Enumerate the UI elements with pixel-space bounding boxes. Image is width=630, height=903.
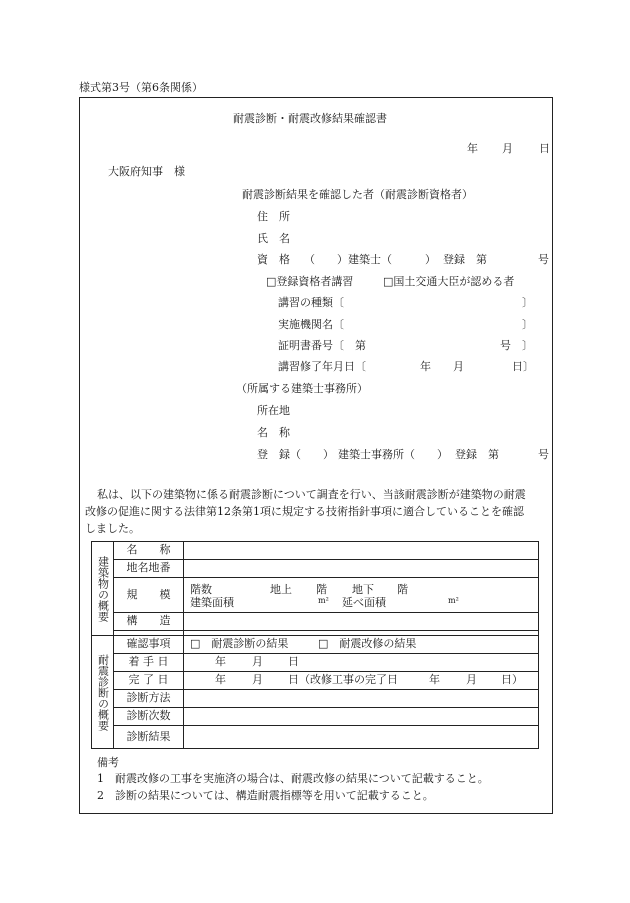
end-year: 年 — [215, 673, 226, 686]
end-month-2: 月 — [466, 673, 477, 686]
building-section-label: 建築物の概要 — [92, 542, 114, 636]
scale-kai-2: 階 — [397, 583, 408, 596]
course-type-label: 講習の種類〔 — [278, 296, 344, 309]
end-date-label: 完 了 日 — [114, 672, 184, 690]
building-scale-label: 規 模 — [114, 578, 184, 613]
course-completion-label: 講習修了年月日〔 — [278, 360, 366, 373]
qualification-kenchikushi: 建築士（ ） — [348, 253, 436, 266]
structure-label: 構 造 — [114, 613, 184, 631]
office-name-label: 名 称 — [257, 426, 290, 439]
date-day: 日 — [539, 142, 550, 155]
table-row — [92, 578, 539, 613]
office-registration-office: 建築士事務所（ ） — [338, 448, 448, 461]
end-month: 月 — [252, 673, 263, 686]
declaration-line: しました。 — [85, 522, 140, 535]
scale-floors: 階数 — [190, 583, 212, 596]
building-name-value[interactable] — [184, 542, 539, 560]
course-option-2: □国土交通大臣が認める者 — [383, 275, 515, 288]
note-item: 1 耐震改修の工事を実施済の場合は、耐震改修の結果について記載すること。 — [97, 772, 489, 785]
start-day: 日 — [288, 655, 299, 668]
table-row — [92, 690, 539, 708]
course-cert-go: 号 〕 — [500, 339, 533, 352]
end-year-2: 年 — [429, 673, 440, 686]
scale-m2-b: m² — [448, 596, 459, 605]
building-address-label: 地名地番 — [114, 560, 184, 578]
qualification-go: 号 — [538, 253, 549, 266]
office-location-label: 所在地 — [257, 404, 290, 417]
office-registration-go: 号 — [538, 448, 549, 461]
scale-below: 地下 — [352, 583, 374, 596]
count-label: 診断次数 — [114, 708, 184, 726]
confirmer-heading: 耐震診断結果を確認した者（耐震診断資格者） — [242, 188, 473, 201]
confirm-value — [184, 636, 539, 654]
office-heading: （所属する建築士事務所） — [236, 382, 368, 395]
course-completion-year: 年 — [420, 360, 431, 373]
date-year: 年 — [467, 142, 478, 155]
table-row — [92, 613, 539, 631]
note-item: 2 診断の結果については、構造耐震指標等を用いて記載すること。 — [97, 789, 434, 802]
qualification-label: 資 格 — [257, 253, 290, 266]
end-day-2: 日） — [501, 673, 523, 686]
start-date-label: 着 手 日 — [114, 654, 184, 672]
end-day: 日（改修工事の完了日 — [288, 673, 398, 686]
count-value[interactable] — [184, 708, 539, 726]
course-org-label: 実施機関名〔 — [278, 318, 344, 331]
course-type-close: 〕 — [522, 296, 533, 309]
name-label: 氏 名 — [257, 232, 290, 245]
course-cert-label: 証明書番号〔 第 — [278, 339, 366, 352]
end-date-value[interactable] — [184, 672, 539, 690]
table-row — [92, 708, 539, 726]
scale-above: 地上 — [270, 583, 292, 596]
table-row — [92, 726, 539, 749]
declaration-line: 私は、以下の建築物に係る耐震診断について調査を行い、当該耐震診断が建築物の耐震 — [97, 488, 526, 501]
page-title: 耐震診断・耐震改修結果確認書 — [233, 112, 387, 125]
table-row — [92, 654, 539, 672]
building-name-label: 名 称 — [114, 542, 184, 560]
start-month: 月 — [252, 655, 263, 668]
table-row — [92, 542, 539, 560]
method-value[interactable] — [184, 690, 539, 708]
table-row — [92, 672, 539, 690]
structure-value[interactable] — [184, 613, 539, 631]
qualification-registration: 登録 第 — [443, 253, 487, 266]
table-row — [92, 636, 539, 654]
confirm-option-2[interactable]: □ 耐震改修の結果 — [318, 637, 417, 650]
summary-table — [91, 541, 539, 749]
start-date-value[interactable] — [184, 654, 539, 672]
qualification-paren: （ ） — [304, 253, 348, 266]
result-label: 診断結果 — [114, 726, 184, 749]
scale-total: 延べ面積 — [342, 596, 386, 609]
method-label: 診断方法 — [114, 690, 184, 708]
table-row — [92, 560, 539, 578]
diagnosis-section-label: 耐震診断の概要 — [92, 636, 114, 749]
course-option-1: □登録資格者講習 — [266, 275, 354, 288]
scale-kai-1: 階 — [316, 583, 327, 596]
scale-area: 建築面積 — [190, 596, 234, 609]
address-label: 住 所 — [257, 210, 290, 223]
office-registration-label: 登 録（ ） — [257, 448, 334, 461]
confirm-option-1[interactable]: □ 耐震診断の結果 — [190, 637, 289, 651]
declaration-line: 改修の促進に関する法律第12条第1項に規定する技術指針事項に適合していることを確認 — [85, 505, 524, 518]
scale-m2-a: m² — [318, 596, 329, 605]
course-org-close: 〕 — [522, 318, 533, 331]
form-number: 様式第3号（第6条関係） — [79, 81, 203, 94]
date-month: 月 — [502, 142, 513, 155]
notes-heading: 備考 — [97, 756, 119, 769]
building-scale-value[interactable] — [184, 578, 539, 613]
course-completion-month: 月 — [453, 360, 464, 373]
building-address-value[interactable] — [184, 560, 539, 578]
result-value[interactable] — [184, 726, 539, 749]
start-year: 年 — [215, 655, 226, 668]
course-completion-day: 日〕 — [512, 360, 534, 373]
addressee: 大阪府知事 様 — [108, 165, 185, 178]
office-registration-number: 登録 第 — [455, 448, 499, 461]
confirm-label: 確認事項 — [114, 636, 184, 654]
